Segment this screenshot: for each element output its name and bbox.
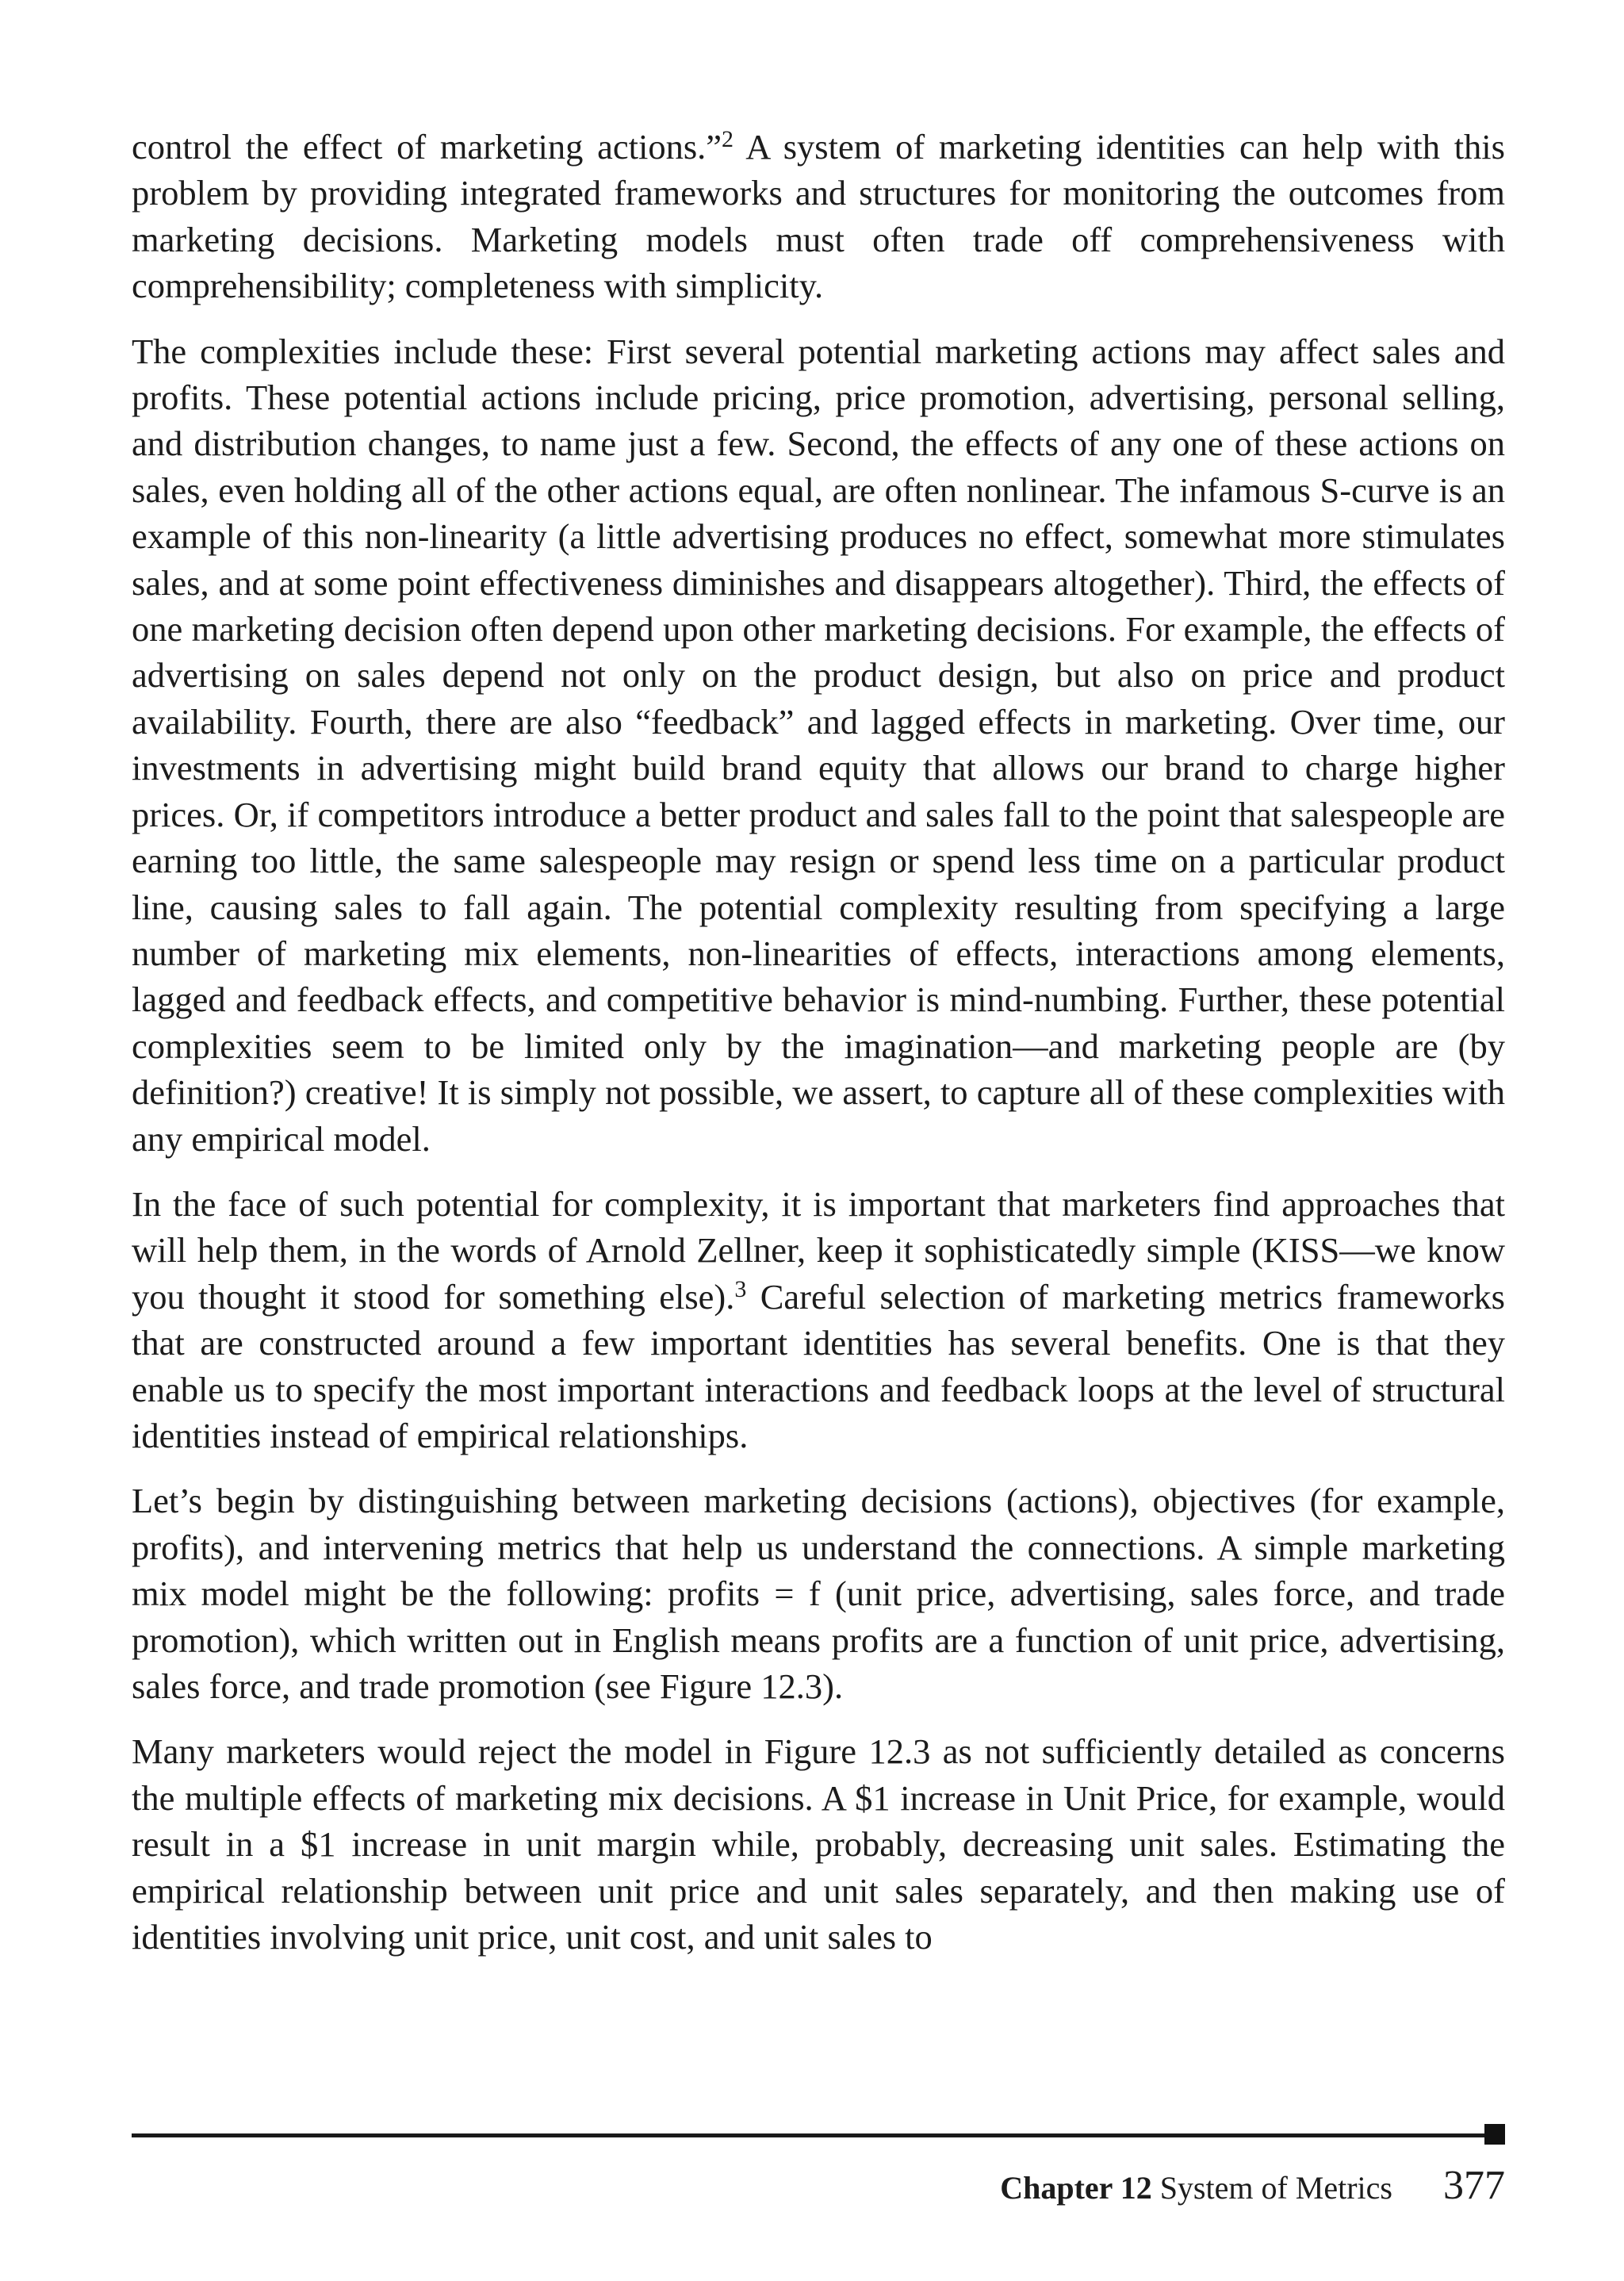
paragraph-3-text-a: In the face of such potential for complexity, it is important that marketers find approaches that will help them, in the words of Arnold Zellner, keep it sophisticatedly simple (KISS—we know you thought it stood for something else). [132,1183,1505,1317]
chapter-title: System of Metrics [1159,2170,1392,2206]
footer-rule [132,2133,1488,2137]
footnote-ref-3[interactable]: 3 [734,1275,747,1302]
page-number: 377 [1443,2163,1505,2208]
paragraph-1-text-a: control the effect of marketing actions.” [132,127,722,167]
paragraph-3-text-b: Careful selection of marketing metrics frameworks that are constructed around a few important identities has several benefits. One is that they enable us to specify the most important interactions and feedback loops at the level of structural identities instead of empirical relationships. [132,1276,1505,1455]
paragraph-2: The complexities include these: First several potential marketing actions may affect sales and profits. These potential actions include pricing, price promotion, advertising, personal selling, and distribution changes, to name just a few. Second, the effects of any one of these actions on sales, even holding all of the other actions equal, are often nonlinear. The infamous S-curve is an example of this non-linearity (a little advertising produces no effect, somewhat more stimulates sales, and at some point effectiveness diminishes and disappears altogether). Third, the effects of one marketing decision often depend upon other marketing decisions. For example, the effects of advertising on sales depend not only on the product design, but also on price and product availability. Fourth, there are also “feedback” and lagged effects in marketing. Over time, our investments in advertising might build brand equity that allows our brand to charge higher prices. Or, if competitors introduce a better product and sales fall to the point that salespeople are earning too little, the same salespeople may resign or spend less time on a particular product line, causing sales to fall again. The potential complexity resulting from specifying a large number of marketing mix elements, non-linearities of effects, interactions among elements, lagged and feedback effects, and competitive behavior is mind-numbing. Further, these potential complexities seem to be limited only by the imagination—and marketing people are (by definition?) creative! It is simply not possible, we assert, to capture all of these complexities with any empirical model. [132,331,1505,1159]
chapter-label: Chapter 12 [1000,2170,1152,2206]
footer-rule-end-square [1484,2124,1505,2145]
paragraph-1 [132,124,1505,309]
paragraph-5: Many marketers would reject the model in Figure 12.3 as not sufficiently detailed as concerns the multiple effects of marketing mix decisions. A $1 increase in Unit Price, for example, would result in a $1 increase in unit margin while, probably, decreasing unit sales. Estimating the empirical relationship between unit price and unit sales separately, and then making use of identities involving unit price, unit cost, and unit sales to [132,1731,1505,1957]
paragraph-3 [132,1181,1505,1459]
paragraph-4: Let’s begin by distinguishing between marketing decisions (actions), objectives (for example, profits), and intervening metrics that help us understand the connections. A simple marketing mix model might be the following: profits = f (unit price, advertising, sales force, and trade promotion), which written out in English means profits are a function of unit price, advertising, sales force, and trade promotion (see Figure 12.3). [132,1481,1505,1706]
paragraph-1-text-b: A system of marketing identities can help with this problem by providing integrated frameworks and structures for monitoring the outcomes from marketing decisions. Marketing models must often trade off comprehensiveness with comprehensibility; completeness with simplicity. [132,127,1505,306]
page-footer [1000,2162,1505,2209]
footnote-ref-2[interactable]: 2 [722,126,734,152]
page-body [132,124,1505,1979]
